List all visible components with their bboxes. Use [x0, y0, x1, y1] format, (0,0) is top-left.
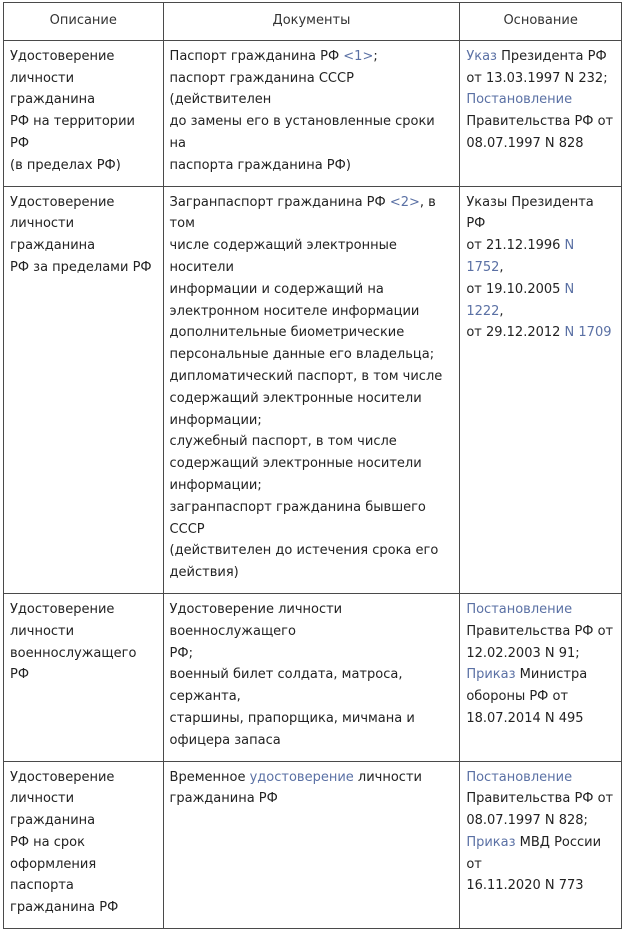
basis-line: 08.07.1997 N 828;	[466, 813, 588, 829]
reference-link[interactable]: <1>	[343, 48, 374, 64]
description-line: личности гражданина	[10, 791, 96, 829]
description-line: оформления паспорта	[10, 856, 97, 894]
reference-link[interactable]: <2>	[389, 194, 420, 210]
reference-link[interactable]: Постановление	[466, 92, 573, 108]
basis-line: 08.07.1997 N 828	[466, 135, 584, 151]
reference-link[interactable]: N 1709	[564, 325, 612, 341]
basis-line: от 21.12.1996 N 1752,	[466, 238, 575, 275]
basis-line: обороны РФ от	[466, 689, 569, 705]
basis-cell	[460, 40, 622, 186]
reference-link[interactable]: Постановление	[466, 769, 573, 785]
header-documents: Документы	[163, 3, 460, 41]
description-line: личности	[10, 623, 75, 639]
table-row	[4, 186, 622, 593]
basis-line: от 13.03.1997 N 232;	[466, 70, 608, 86]
documents-line: гражданина РФ	[169, 791, 278, 807]
description-line: РФ на срок	[10, 834, 85, 850]
description-line: гражданина РФ	[10, 900, 119, 916]
basis-line: Правительства РФ от	[466, 114, 614, 130]
documents-line: военный билет солдата, матроса, сержанта,	[169, 667, 403, 705]
basis-cell	[460, 761, 622, 929]
basis-line: Правительства РФ от	[466, 623, 614, 639]
basis-line: 12.02.2003 N 91;	[466, 645, 580, 661]
documents-line: паспорт гражданина СССР (действителен	[169, 70, 354, 108]
basis-line	[466, 89, 615, 111]
documents-cell	[163, 40, 460, 186]
description-line: личности гражданина	[10, 216, 96, 254]
table-row	[4, 40, 622, 186]
description-cell	[4, 186, 164, 593]
description-line: Удостоверение	[10, 769, 115, 785]
description-line: Удостоверение	[10, 601, 115, 617]
documents-line: дипломатический паспорт, в том числе	[169, 368, 443, 384]
basis-line: 16.11.2020 N 773	[466, 878, 584, 894]
documents-cell	[163, 186, 460, 593]
documents-line: электронном носителе информации	[169, 303, 420, 319]
documents-line: действия)	[169, 565, 239, 581]
basis-line: от 29.12.2012 N 1709	[466, 325, 612, 341]
documents-line: содержащий электронные носители	[169, 390, 422, 406]
reference-link[interactable]: Приказ	[466, 667, 516, 683]
documents-line: содержащий электронные носители	[169, 456, 422, 472]
basis-line: Приказ Министра	[466, 667, 588, 683]
reference-link[interactable]: Приказ	[466, 834, 516, 850]
basis-line: Правительства РФ от	[466, 791, 614, 807]
header-description: Описание	[4, 3, 164, 41]
basis-cell	[460, 593, 622, 761]
documents-line: офицера запаса	[169, 732, 281, 748]
reference-link[interactable]: N 1222	[466, 281, 575, 319]
description-line: личности гражданина	[10, 70, 96, 108]
documents-line: паспорта гражданина РФ)	[169, 157, 351, 173]
basis-line	[466, 599, 615, 621]
documents-line: старшины, прапорщика, мичмана и	[169, 710, 415, 726]
reference-link[interactable]: удостоверение	[249, 769, 354, 785]
header-basis: Основание	[460, 3, 622, 41]
documents-line: числе содержащий электронные носители	[169, 238, 397, 275]
documents-line: Паспорт гражданина РФ <1>;	[169, 48, 378, 64]
description-line: военнослужащего РФ	[10, 645, 137, 683]
description-cell	[4, 40, 164, 186]
table-row	[4, 761, 622, 929]
description-line: РФ на территории РФ	[10, 114, 135, 151]
description-line: Удостоверение	[10, 48, 115, 64]
basis-line: Указ Президента РФ	[466, 48, 607, 64]
documents-line: информации и содержащий на	[169, 281, 384, 297]
documents-table	[3, 2, 622, 929]
documents-line: загранпаспорт гражданина бывшего СССР	[169, 499, 426, 537]
documents-line: (действителен до истечения срока его	[169, 543, 439, 559]
basis-line: от 19.10.2005 N 1222,	[466, 281, 575, 319]
documents-line: Загранпаспорт гражданина РФ <2>, в том	[169, 194, 436, 232]
reference-link[interactable]: Постановление	[466, 601, 573, 617]
description-line: Удостоверение	[10, 194, 115, 210]
documents-line: РФ;	[169, 645, 193, 661]
documents-cell	[163, 761, 460, 929]
basis-line: Приказ МВД России от	[466, 834, 602, 872]
documents-line: дополнительные биометрические	[169, 325, 405, 341]
description-line: РФ за пределами РФ	[10, 259, 152, 275]
documents-line: Временное удостоверение личности	[169, 769, 422, 785]
table-row	[4, 593, 622, 761]
documents-line: до замены его в установленные сроки на	[169, 114, 435, 151]
basis-line	[466, 767, 615, 789]
documents-line: информации;	[169, 477, 262, 493]
documents-line: персональные данные его владельца;	[169, 347, 435, 363]
basis-line: Указы Президента РФ	[466, 194, 594, 232]
description-cell	[4, 761, 164, 929]
basis-cell	[460, 186, 622, 593]
reference-link[interactable]: Указ	[466, 48, 497, 64]
reference-link[interactable]: N 1752	[466, 238, 575, 275]
basis-line: 18.07.2014 N 495	[466, 710, 584, 726]
documents-line: информации;	[169, 412, 262, 428]
description-line: (в пределах РФ)	[10, 157, 121, 173]
table-header-row	[4, 3, 622, 41]
table-body	[4, 40, 622, 928]
description-cell	[4, 593, 164, 761]
documents-line: Удостоверение личности военнослужащего	[169, 601, 343, 639]
documents-cell	[163, 593, 460, 761]
documents-line: служебный паспорт, в том числе	[169, 434, 397, 450]
